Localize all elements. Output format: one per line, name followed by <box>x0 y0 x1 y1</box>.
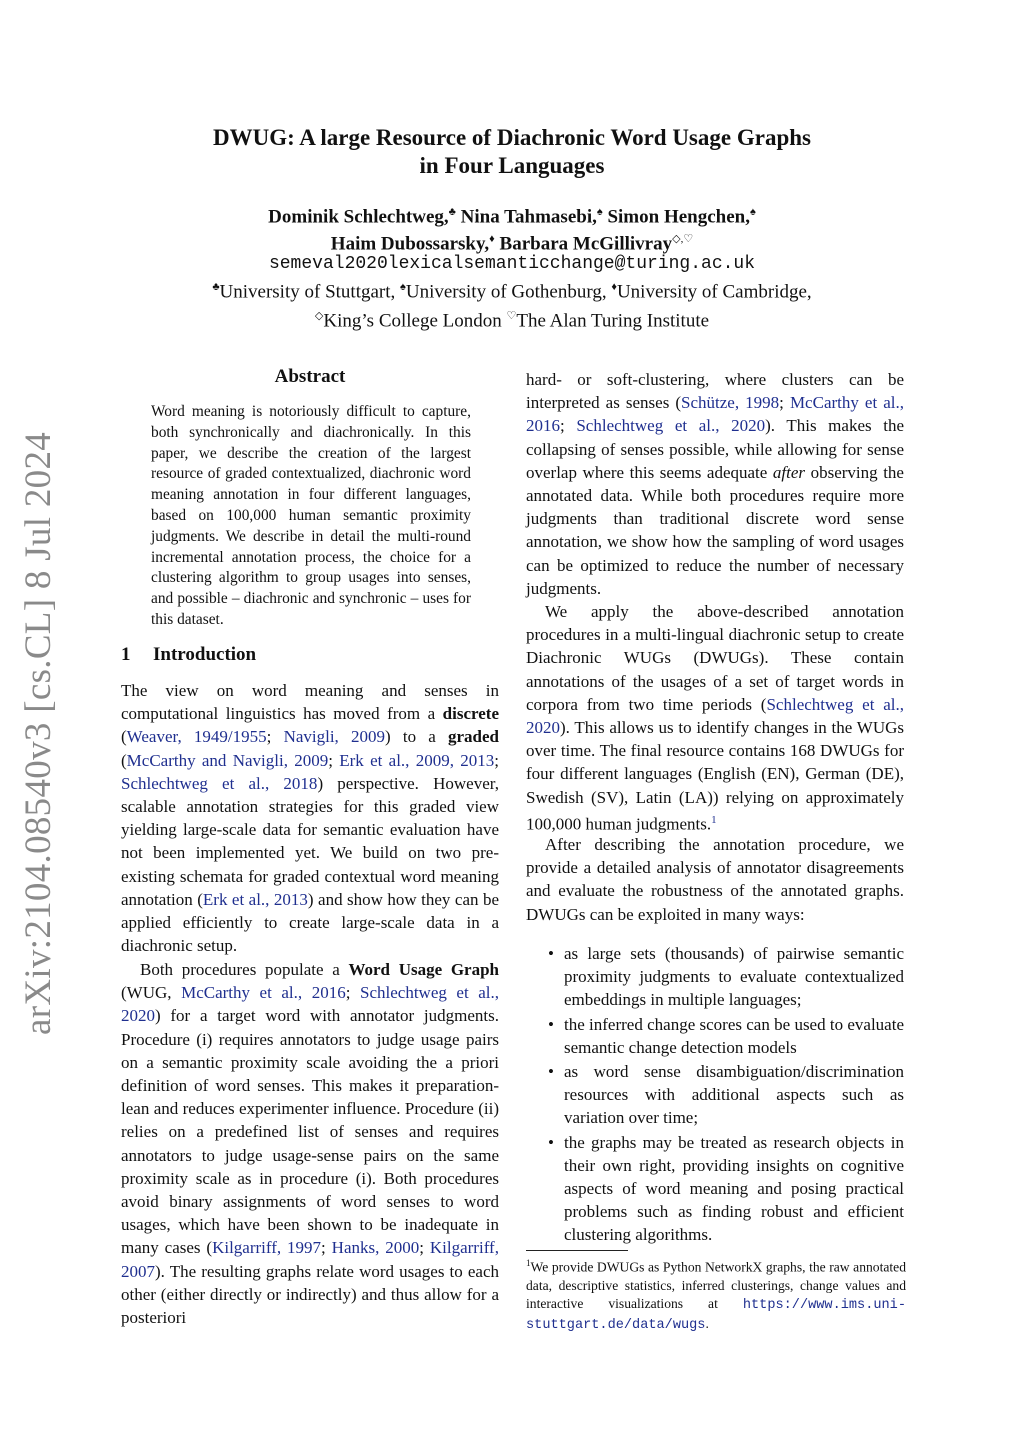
citation-link[interactable]: Schlechtweg et al., 2020 <box>526 694 904 738</box>
abstract-heading: Abstract <box>274 366 346 387</box>
list-item <box>526 1131 904 1247</box>
author-mark: ◇,♡ <box>672 233 694 245</box>
footnote-marker[interactable]: 1 <box>711 813 717 826</box>
citation-link[interactable]: Kilgarriff, 2007 <box>121 1238 499 1281</box>
text-run: ; <box>266 727 284 747</box>
right-paragraph-2 <box>526 600 904 836</box>
author-name: Barbara McGillivray <box>499 233 673 255</box>
bullet-icon: • <box>548 944 554 963</box>
citation-link[interactable]: McCarthy et al., 2016 <box>181 983 346 1003</box>
citation-link[interactable]: Schlechtweg et al., 2020 <box>576 416 766 436</box>
bold-term: discrete <box>442 704 499 724</box>
footnote <box>526 1254 906 1336</box>
footnote-divider <box>526 1250 628 1251</box>
section-heading-introduction <box>121 644 256 666</box>
text-run: hard- or soft-clustering, where clusters can be interpreted as senses ( <box>526 370 904 413</box>
italic-term: after <box>772 462 806 482</box>
author-line-2 <box>0 226 1024 257</box>
contact-email[interactable]: semeval2020lexicalsemanticchange@turing.ac.uk <box>268 254 756 274</box>
text-run: ( <box>121 727 127 747</box>
affiliation-name: The Alan Turing Institute <box>516 310 710 332</box>
intro-paragraph-1-container <box>121 679 499 957</box>
list-item-text: as word sense disambiguation/discrimination resources with additional aspects such as variation over time; <box>564 1062 904 1128</box>
affiliation-name: University of Stuttgart, <box>219 281 396 303</box>
text-run: ; <box>779 393 790 413</box>
affiliation-mark: ♡ <box>506 310 517 322</box>
list-item-text: as large sets (thousands) of pairwise semantic proximity judgments to evaluate contextualized embeddings in multiple languages; <box>564 944 904 1010</box>
footnote-url-link[interactable]: https://www.ims.uni-stuttgart.de/data/wugs <box>526 1298 906 1334</box>
bold-term: Word Usage Graph <box>348 960 499 979</box>
intro-paragraph-2-container <box>121 958 499 1329</box>
author-name: Simon Hengchen, <box>607 206 750 228</box>
bullet-icon: • <box>548 1014 554 1034</box>
intro-paragraph-1 <box>121 679 499 957</box>
footnote-text: We provide DWUGs as Python NetworkX graphs, the raw annotated data, descriptive statistics, inferred clusterings, change values and interactive visualizations at <box>526 1259 906 1312</box>
paper-title <box>0 124 1024 180</box>
text-run: We apply the above-described annotation procedures in a multi-lingual diachronic setup to create Diachronic WUGs (DWUGs). These contain annotations of the usages of a set of target words in corpora from two time periods ( <box>526 602 904 714</box>
title-line-1: DWUG: A large Resource of Diachronic Word Usage Graphs <box>213 125 811 150</box>
text-run: ; <box>345 983 360 1003</box>
text-run: ; <box>328 750 340 770</box>
text-run: ) for a target word with annotator judgments. Procedure (i) requires annotators to judge usage pairs on a semantic proximity scale avoiding the a priori definition of word senses. This makes it preparation-lean and reduces experimenter influence. Procedure (ii) relies on a predefined list of senses and requires annotators to judge usage-sense pairs on the same proximity scale as in procedure (i). Both procedures avoid binary assignments of word senses to word usages, which have been shown to be inadequate in many cases ( <box>121 1006 499 1258</box>
list-item-text: the graphs may be treated as research objects in their own right, providing insights on cognitive aspects of word meaning and posing practical problems such as finding robust and efficient clustering algorithms. <box>564 1132 904 1245</box>
text-run: ) perspective. However, scalable annotation strategies for this graded view yielding large-scale data for semantic evaluation have not been implemented yet. We build on two pre-existing schemata for graded contextual word meaning annotation ( <box>121 773 499 909</box>
text-run: ) to a <box>385 727 448 747</box>
author-mark: ♠ <box>749 206 756 218</box>
author-name: Nina Tahmasebi, <box>460 206 597 228</box>
citation-link[interactable]: McCarthy and Navigli, 2009 <box>126 750 329 770</box>
citation-link[interactable]: Erk et al., 2013 <box>202 889 308 909</box>
title-line-2: in Four Languages <box>419 153 605 178</box>
text-run: ). The resulting graphs relate word usages to each other (either directly or indirectly) and thus allow for a posteriori <box>121 1261 499 1328</box>
list-item <box>526 1060 904 1130</box>
affiliation-line-1 <box>0 281 1024 303</box>
affiliation-mark: ♣ <box>212 281 220 293</box>
arxiv-identifier: arXiv:2104.08540v3 [cs.CL] 8 Jul 2024 <box>18 431 59 1035</box>
text-run: ). This makes the collapsing of senses possible, while allowing for sense overlap where this seems adequate <box>526 416 904 482</box>
citation-link[interactable]: Hanks, 2000 <box>331 1238 420 1258</box>
affiliation-mark: ♠ <box>400 281 406 293</box>
text-run: ( <box>121 750 127 770</box>
bold-term: graded <box>448 727 499 747</box>
citation-link[interactable]: Schütze, 1998 <box>681 393 780 413</box>
text-run: Both procedures populate a <box>140 960 349 979</box>
abstract-text: Word meaning is notoriously difficult to capture, both synchronically and diachronically. In this paper, we describe the creation of the largest resource of graded contextualized, diachronic word meaning annotation in four different languages, based on 100,000 human semantic proximity judgments. We describe in detail the multi-round incremental annotation process, the choice for a clustering algorithm to group usages into senses, and possible – diachronic and synchronic – uses for this dataset. <box>151 403 471 628</box>
citation-link[interactable]: McCarthy et al., 2016 <box>526 393 904 436</box>
citation-link[interactable]: Navigli, 2009 <box>283 727 385 747</box>
text-run: (WUG, <box>121 983 182 1003</box>
affiliation-mark: ♦ <box>611 281 617 293</box>
right-paragraph-3: After describing the annotation procedure, we provide a detailed analysis of annotator disagreements and evaluate the robustness of the annotated graphs. DWUGs can be exploited in many ways: <box>526 835 904 924</box>
affiliation-mark: ◇ <box>314 310 324 322</box>
author-name: Dominik Schlechtweg, <box>268 206 449 228</box>
list-item <box>526 942 904 1012</box>
section-title: Introduction <box>153 644 257 665</box>
author-name: Haim Dubossarsky, <box>330 233 490 255</box>
list-item-text: the inferred change scores can be used to evaluate semantic change detection models <box>564 1014 904 1057</box>
text-run: ). This allows us to identify changes in the WUGs over time. The final resource contains 168 DWUGs for four different languages (English (EN), German (DE), Swedish (SV), Latin (LA)) relying on approximately 100,000 human judgments. <box>526 718 904 834</box>
affiliation-name: King’s College London <box>323 310 502 332</box>
text-run: ) and show how they can be applied efficiently to create large-scale data in a diachronic setup. <box>121 889 500 956</box>
text-run: ; <box>419 1238 430 1258</box>
right-paragraph-1-container <box>526 368 904 600</box>
text-run: The view on word meaning and senses in computational linguistics has moved from a <box>121 681 499 724</box>
list-item <box>526 1013 904 1059</box>
citation-link[interactable]: Kilgarriff, 1997 <box>212 1238 322 1258</box>
text-run: ; <box>321 1238 332 1258</box>
footnote-end: . <box>705 1316 709 1332</box>
text-run: ; <box>494 750 499 770</box>
citation-link[interactable]: Schlechtweg et al., 2018 <box>121 773 318 793</box>
intro-paragraph-2 <box>121 958 499 1329</box>
bullet-icon: • <box>548 1132 554 1152</box>
author-mark: ♠ <box>596 206 603 218</box>
affiliation-name: University of Gothenburg, <box>405 281 607 303</box>
affiliation-name: University of Cambridge, <box>616 281 812 303</box>
right-paragraph-3-container <box>526 833 904 926</box>
text-run: observing the annotated data. While both procedures require more judgments than traditional discrete word sense annotation, we show how the sampling of word usages can be optimized to reduce the number of necessary judgments. <box>526 462 904 598</box>
section-number: 1 <box>121 644 131 665</box>
author-mark: ♣ <box>448 206 456 218</box>
affiliation-line-2 <box>0 309 1024 332</box>
right-paragraph-2-container <box>526 600 904 836</box>
footnote-number: 1 <box>526 1258 531 1268</box>
citation-link[interactable]: Weaver, 1949/1955 <box>126 727 267 747</box>
bullet-icon: • <box>548 1062 554 1082</box>
right-paragraph-1 <box>526 368 904 600</box>
author-mark: ♦ <box>489 233 495 245</box>
citation-link[interactable]: Schlechtweg et al., 2020 <box>121 983 500 1026</box>
text-run: ; <box>560 416 577 436</box>
uses-bullet-list <box>526 942 904 1248</box>
citation-link[interactable]: Erk et al., 2009, 2013 <box>339 750 495 770</box>
